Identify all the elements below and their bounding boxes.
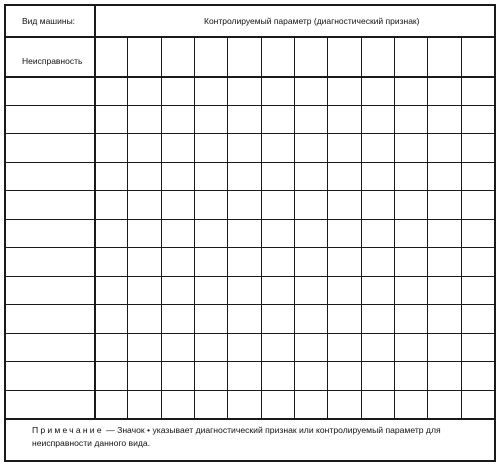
row-divider	[6, 162, 494, 163]
diagnostic-table	[4, 4, 496, 462]
note-dash: —	[103, 425, 118, 435]
column-divider	[161, 36, 162, 418]
fault-row-divider	[6, 76, 494, 78]
column-divider	[227, 36, 228, 418]
fault-label: Неисправность	[22, 56, 83, 66]
note-divider	[6, 418, 494, 420]
column-divider	[194, 36, 195, 418]
column-divider	[461, 36, 462, 418]
first-column-divider	[94, 6, 96, 418]
row-divider	[6, 390, 494, 391]
parameter-header: Контролируемый параметр (диагностический признак)	[204, 16, 420, 26]
row-divider	[6, 304, 494, 305]
note-lead: Примечание	[32, 425, 104, 435]
note-text: Значок • указывает диагностический признак или контролируемый параметр для неисправности данного вида.	[32, 425, 441, 448]
machine-type-label: Вид машины:	[22, 16, 76, 26]
column-divider	[261, 36, 262, 418]
column-divider	[361, 36, 362, 418]
row-divider	[6, 247, 494, 248]
row-divider	[6, 105, 494, 106]
row-divider	[6, 219, 494, 220]
column-divider	[394, 36, 395, 418]
row-divider	[6, 361, 494, 362]
row-divider	[6, 133, 494, 134]
row-divider	[6, 276, 494, 277]
row-divider	[6, 333, 494, 334]
column-divider	[127, 36, 128, 418]
row-divider	[6, 190, 494, 191]
header-divider	[6, 36, 494, 38]
column-divider	[427, 36, 428, 418]
column-divider	[327, 36, 328, 418]
column-divider	[294, 36, 295, 418]
note-paragraph	[6, 418, 494, 460]
